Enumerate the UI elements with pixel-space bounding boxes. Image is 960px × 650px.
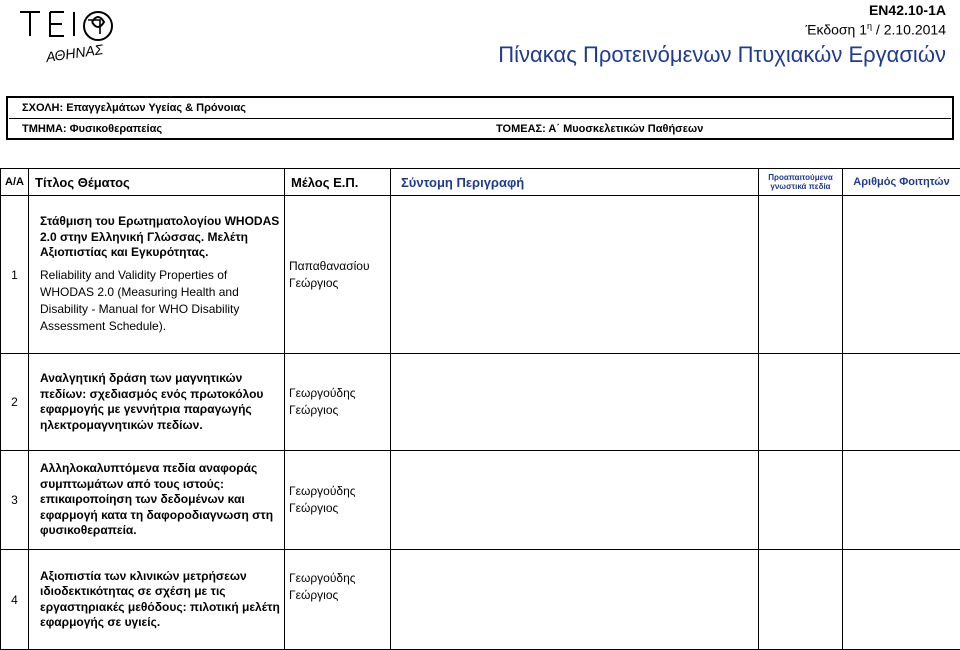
- students-cell: [843, 354, 960, 451]
- table-row: [1, 354, 960, 451]
- description-cell: [391, 451, 759, 550]
- topic-title: Αξιοπιστία των κλινικών μετρήσεων ιδιοδεκτικότητας σε σχέση με τις εργαστηριακές μεθόδους: πιλοτική μελέτη εφαρμογής σε υγιείς.: [29, 550, 285, 650]
- header-prerequisites: Προαπαιτούμενα γνωστικά πεδία: [759, 169, 843, 196]
- sector-label: ΤΟΜΕΑΣ: Α΄ Μυοσκελετικών Παθήσεων: [496, 123, 703, 135]
- document-edition: Έκδοση $1^\eta / 2.10.2014$: [806, 21, 946, 38]
- department-label: ΤΜΗΜΑ: Φυσικοθεραπείας: [22, 123, 162, 135]
- document-title: Πίνακας Προτεινόμενων Πτυχιακών Εργασιών: [498, 42, 946, 68]
- table-row: [1, 451, 960, 550]
- header-description: Σύντομη Περιγραφή: [391, 169, 759, 196]
- row-number: 2: [1, 354, 29, 451]
- header-title: Τίτλος Θέματος: [29, 169, 285, 196]
- row-number: 1: [1, 196, 29, 354]
- prerequisites-cell: [759, 196, 843, 354]
- students-cell: [843, 451, 960, 550]
- prerequisites-cell: [759, 354, 843, 451]
- faculty-member: Γεωργούδης Γεώργιος: [285, 451, 391, 550]
- faculty-member: Παπαθανασίου Γεώργιος: [285, 196, 391, 354]
- topic-title: Αλληλοκαλυπτόμενα πεδία αναφοράς συμπτωμάτων από τους ιστούς: επικαιροποίηση των δεδομένων και εφαρμογή κατα τη δαφοροδιαγνωση στη φυσικοθεραπεία.: [29, 451, 285, 550]
- header-students: Αριθμός Φοιτητών: [843, 169, 960, 196]
- description-cell: [391, 354, 759, 451]
- prerequisites-cell: [759, 451, 843, 550]
- topics-table: [0, 168, 960, 650]
- topic-title: Στάθμιση του Ερωτηματολογίου WHODAS 2.0 στην Ελληνική Γλώσσας. Μελέτη Αξιοπιστίας και Εγκυρότητας. Reliability and Validity Properties of WHODAS 2.0 (Measuring Health and Disability - Manual for WHO Disability Assessment Schedule).: [29, 196, 285, 354]
- header-member: Μέλος Ε.Π.: [285, 169, 391, 196]
- description-cell: [391, 550, 759, 650]
- topic-title-english: Reliability and Validity Properties of WHODAS 2.0 (Measuring Health and Disability - Manual for WHO Disability Assessment Schedule).: [40, 267, 280, 335]
- row-number: 3: [1, 451, 29, 550]
- faculty-member: Γεωργούδης Γεώργιος: [285, 550, 391, 650]
- description-cell: [391, 196, 759, 354]
- students-cell: [843, 550, 960, 650]
- tei-athens-logo: [6, 2, 118, 68]
- document-code: ΕΝ42.10-1Α: [869, 2, 946, 18]
- svg-text:ΑΘΗΝΑΣ: ΑΘΗΝΑΣ: [44, 41, 105, 65]
- students-cell: [843, 196, 960, 354]
- table-row: [1, 550, 960, 650]
- topic-title: Αναλγητική δράση των μαγνητικών πεδίων: σχεδιασμός ενός πρωτοκόλου εφαρμογής με γεννήτρια παραγωγής ηλεκτρομαγνητικών πεδίων.: [29, 354, 285, 451]
- table-header-row: [1, 169, 960, 196]
- row-number: 4: [1, 550, 29, 650]
- school-label: ΣΧΟΛΗ: Επαγγελμάτων Υγείας & Πρόνοιας: [22, 102, 246, 114]
- faculty-member: Γεωργούδης Γεώργιος: [285, 354, 391, 451]
- info-divider: [9, 118, 951, 119]
- info-box: [6, 96, 954, 140]
- table-row: [1, 196, 960, 354]
- header-number: Α/Α: [1, 169, 29, 196]
- prerequisites-cell: [759, 550, 843, 650]
